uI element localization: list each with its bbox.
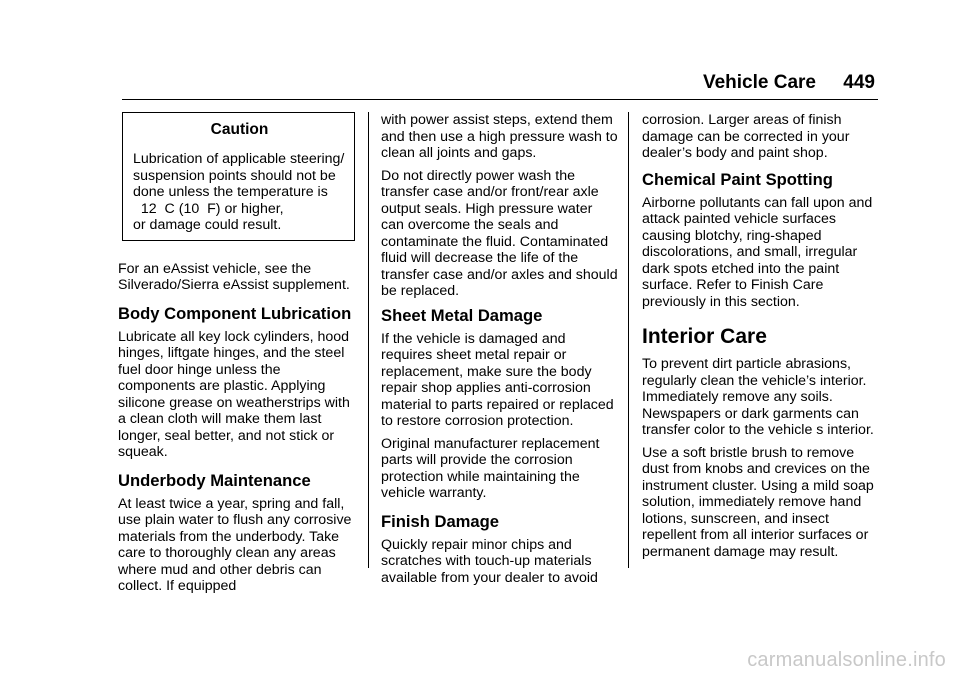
power-assist-paragraph: with power assist steps, extend them and then use a high pressure wash to clean all joints and gaps. [381,112,618,161]
header-rule [122,99,878,100]
page-header [122,70,878,100]
chemical-paint-heading: Chemical Paint Spotting [642,169,833,189]
body-component-paragraph: Lubricate all key lock cylinders, hood hinges, liftgate hinges, and the steel fuel door hinge unless the components are plastic. Applying silicone grease on weatherstrips with a clean cloth will make them last longer, seal better, and not stick or squeak. [118,328,350,460]
column-divider-1 [368,112,369,568]
section-title: Vehicle Care [702,72,816,93]
underbody-heading: Underbody Maintenance [118,470,311,490]
caution-box [122,112,355,241]
replacement-parts-paragraph: Original manufacturer replacement parts will provide the corrosion protection while maintaining the vehicle warranty. [381,435,600,501]
finish-damage-heading: Finish Damage [381,511,500,531]
sheet-metal-heading: Sheet Metal Damage [381,305,543,325]
sheet-metal-paragraph: If the vehicle is damaged and requires sheet metal repair or replacement, make sure the body repair shop applies anti-corrosion material to parts repaired or replaced to restore corrosion protection. [381,330,614,429]
body-component-heading: Body Component Lubrication [118,303,352,323]
column-2 [381,112,619,592]
eassist-paragraph: For an eAssist vehicle, see the Silverado/Sierra eAssist supplement. [118,260,350,293]
column-divider-2 [628,112,629,568]
interior-care-heading: Interior Care [642,325,767,348]
caution-line: 12 C (10 F) or higher, [133,200,284,217]
column-1 [118,112,356,601]
chemical-paint-paragraph: Airborne pollutants can fall upon and attack painted vehicle surfaces causing blotchy, ring-shaped discolorations, and small, irregular dark spots etched into the paint surface. Refer to Finish Care previously in this section. [642,194,873,310]
interior-care-paragraph-2: Use a soft bristle brush to remove dust from knobs and crevices on the instrument cluster. Using a mild soap solution, immediately remove hand lotions, sunscreen, and insect repellent from all interior surfaces or permanent damage may result. [642,444,874,560]
page-number: 449 [843,72,875,93]
caution-line: or damage could result. [133,217,282,233]
interior-care-paragraph-1: To prevent dirt particle abrasions, regularly clean the vehicle’s interior. Immediately remove any soils. Newspapers or dark garments can transfer color to the vehicle s interior. [642,356,874,438]
finish-damage-paragraph: Quickly repair minor chips and scratches with touch-up materials available from your dealer to avoid [381,536,598,586]
caution-line: suspension points should not be [133,167,336,184]
caution-line: Lubrication of applicable steering/ [133,151,345,167]
caution-body [133,151,346,234]
corrosion-paragraph: corrosion. Larger areas of finish damage can be corrected in your dealer’s body and paint shop. [642,112,850,161]
watermark: carmanualsonline.info [747,649,946,671]
transfer-case-paragraph: Do not directly power wash the transfer case and/or front/rear axle output seals. High pressure water can overcome the seals and contaminate the fluid. Contaminated fluid will decrease the life of the transfer case and/or axles and should be replaced. [381,167,618,299]
caution-line: done unless the temperature is [133,184,328,200]
caution-title: Caution [210,121,269,138]
underbody-paragraph: At least twice a year, spring and fall, use plain water to flush any corrosive materials from the underbody. Take care to thoroughly clean any areas where mud and other debris can collect. If equipped [118,495,352,594]
column-3 [642,112,880,566]
